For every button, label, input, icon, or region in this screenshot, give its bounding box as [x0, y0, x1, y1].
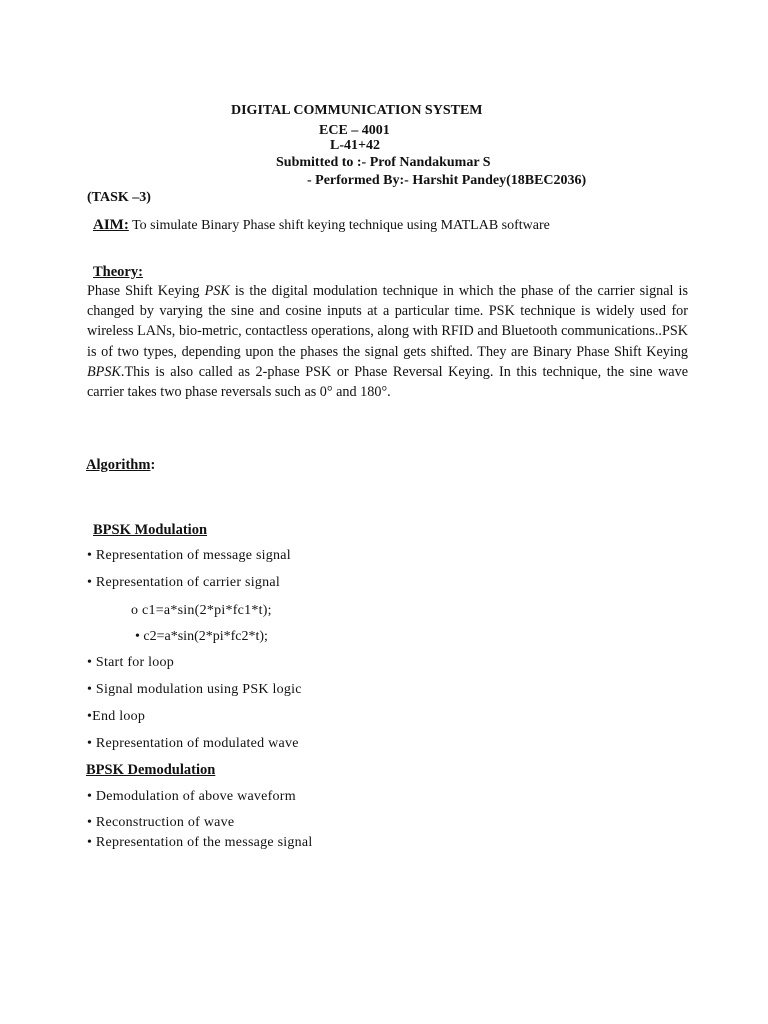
list-item: • c2=a*sin(2*pi*fc2*t); [135, 629, 268, 644]
document-title: DIGITAL COMMUNICATION SYSTEM [231, 103, 483, 118]
list-item: • Representation of message signal [87, 548, 291, 563]
algorithm-colon: : [150, 457, 156, 473]
demodulation-heading: BPSK Demodulation [86, 762, 216, 778]
theory-psk-term: PSK [204, 283, 230, 299]
aim-text: To simulate Binary Phase shift keying technique using MATLAB software [132, 218, 550, 233]
algorithm-heading [86, 457, 155, 473]
theory-text-mid: is the digital modulation technique in which the phase of the carrier signal is changed by varying the sine and cosine inputs at a particular time. PSK technique is widely used for wireless LANs, bio-metric, contactless operations, along with RFID and Bluetooth communications..PSK is of two types, depending upon the phases the signal gets shifted. They are Binary Phase Shift Keying [87, 283, 688, 360]
theory-text-start: Phase Shift Keying [87, 283, 205, 299]
aim-line [93, 216, 550, 235]
list-item: • Representation of modulated wave [87, 736, 299, 751]
theory-text-end: .This is also called as 2-phase PSK or Phase Reversal Keying. In this technique, the sine wave carrier takes two phase reversals such as 0° and 180°. [87, 363, 688, 401]
submitted-to: Submitted to :- Prof Nandakumar S [276, 155, 491, 170]
lab-slot: L-41+42 [330, 138, 380, 153]
list-item: • Demodulation of above waveform [87, 789, 296, 804]
list-item: • Reconstruction of wave [87, 815, 235, 830]
list-item: •End loop [87, 709, 146, 724]
theory-heading: Theory: [93, 264, 143, 280]
task-label: (TASK –3) [87, 190, 151, 205]
list-item: • Start for loop [87, 655, 175, 670]
modulation-heading: BPSK Modulation [93, 522, 208, 538]
theory-bpsk-term: BPSK [87, 363, 121, 380]
list-item: • Signal modulation using PSK logic [87, 682, 302, 697]
algorithm-label: Algorithm [86, 457, 151, 473]
course-code: ECE – 4001 [319, 123, 390, 138]
aim-label: AIM: [93, 217, 129, 233]
list-item: • Representation of the message signal [87, 835, 313, 850]
theory-paragraph [87, 281, 688, 402]
list-item: o c1=a*sin(2*pi*fc1*t); [131, 603, 272, 618]
list-item: • Representation of carrier signal [87, 575, 280, 590]
performed-by: - Performed By:- Harshit Pandey(18BEC2036) [307, 173, 587, 188]
